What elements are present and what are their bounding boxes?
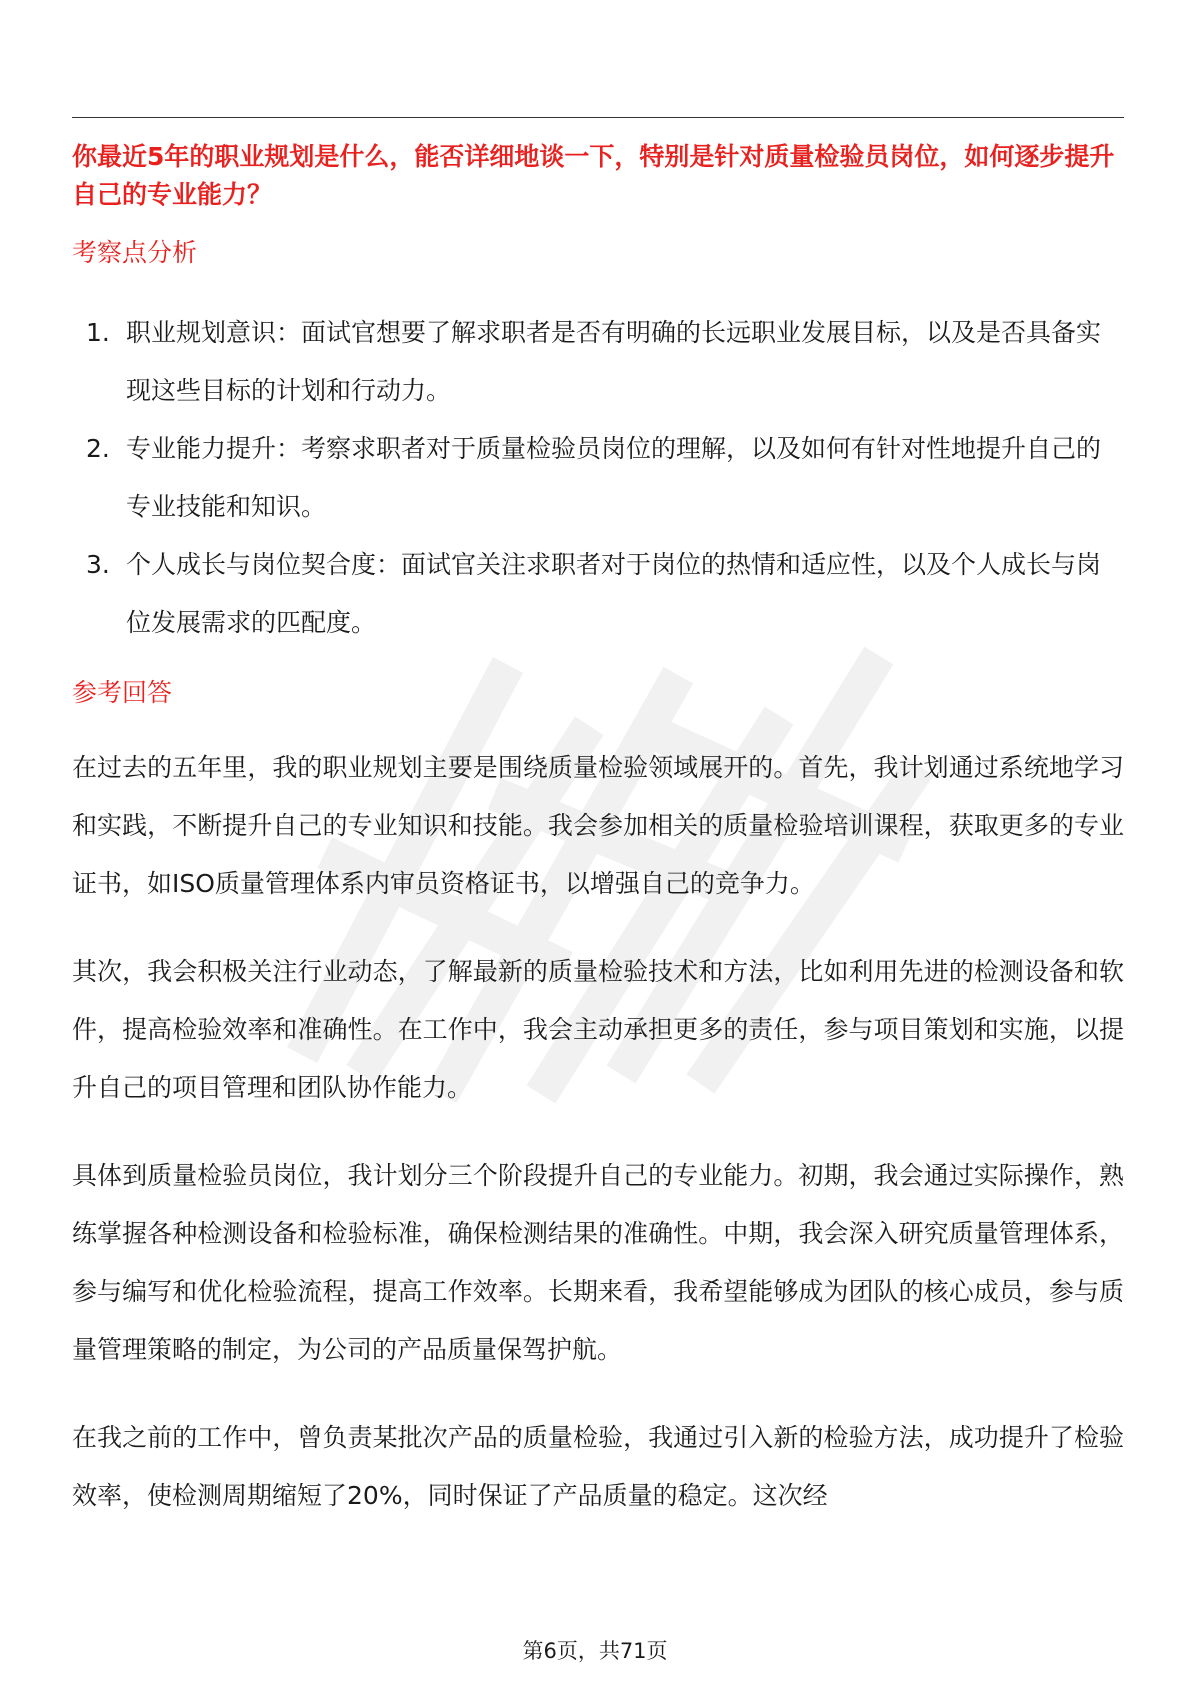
answer-paragraph: 其次，我会积极关注行业动态，了解最新的质量检验技术和方法，比如利用先进的检测设备和软件，提高检验效率和准确性。在工作中，我会主动承担更多的责任，参与项目策划和实施，以提升自己的项目管理和团队协作能力。: [72, 957, 1124, 1102]
point-text: 专业能力提升：考察求职者对于质量检验员岗位的理解，以及如何有针对性地提升自己的专业技能和知识。: [126, 434, 1102, 521]
point-number: 3.: [86, 550, 110, 579]
analysis-point: [72, 304, 1124, 420]
point-text: 个人成长与岗位契合度：面试官关注求职者对于岗位的热情和适应性，以及个人成长与岗位发展需求的匹配度。: [126, 550, 1102, 637]
answer-paragraph: 具体到质量检验员岗位，我计划分三个阶段提升自己的专业能力。初期，我会通过实际操作，熟练掌握各种检测设备和检验标准，确保检测结果的准确性。中期，我会深入研究质量管理体系，参与编写和优化检验流程，提高工作效率。长期来看，我希望能够成为团队的核心成员，参与质量管理策略的制定，为公司的产品质量保驾护航。: [72, 1161, 1124, 1364]
point-number: 1.: [86, 318, 110, 347]
interview-question: 你最近5年的职业规划是什么，能否详细地谈一下，特别是针对质量检验员岗位，如何逐步提升自己的专业能力？: [72, 142, 1115, 209]
analysis-point-list: [72, 304, 1124, 652]
point-text: 职业规划意识：面试官想要了解求职者是否有明确的长远职业发展目标，以及是否具备实现这些目标的计划和行动力。: [126, 318, 1102, 405]
answer-heading: 参考回答: [72, 678, 173, 707]
analysis-point: [72, 536, 1124, 652]
analysis-point: [72, 420, 1124, 536]
answer-paragraph: 在我之前的工作中，曾负责某批次产品的质量检验，我通过引入新的检验方法，成功提升了检验效率，使检测周期缩短了20%，同时保证了产品质量的稳定。这次经: [72, 1423, 1124, 1510]
point-number: 2.: [86, 434, 110, 463]
analysis-heading: 考察点分析: [72, 238, 198, 267]
answer-paragraph: 在过去的五年里，我的职业规划主要是围绕质量检验领域展开的。首先，我计划通过系统地学习和实践，不断提升自己的专业知识和技能。我会参加相关的质量检验培训课程，获取更多的专业证书，如ISO质量管理体系内审员资格证书，以增强自己的竞争力。: [72, 753, 1124, 898]
page-footer: 第6页，共71页: [522, 1639, 668, 1663]
top-divider: [72, 117, 1124, 118]
answer-body: [72, 739, 1124, 1555]
